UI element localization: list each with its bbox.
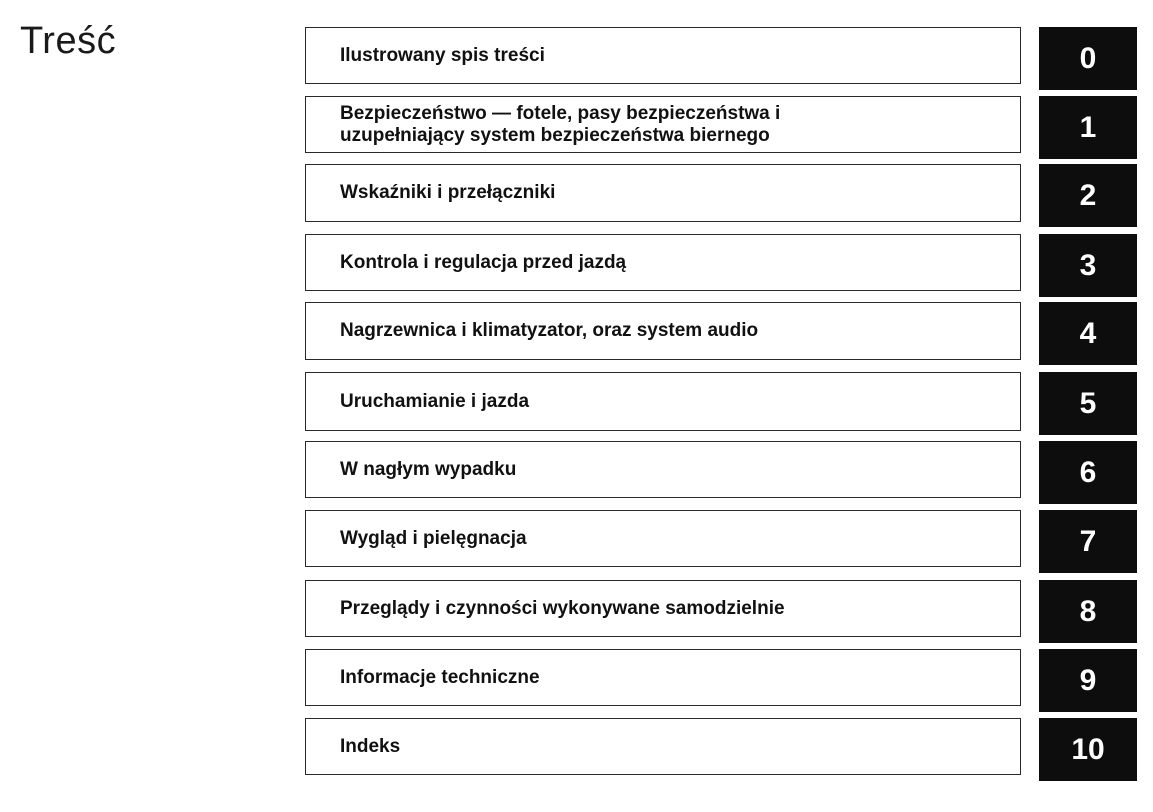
- toc-entry-label: Wygląd i pielęgnacja: [340, 527, 527, 549]
- toc-entry-pre-driving-checks[interactable]: [305, 234, 1021, 291]
- chapter-tab-0[interactable]: [1039, 27, 1137, 90]
- toc-entry-label: Kontrola i regulacja przed jazdą: [340, 251, 627, 273]
- chapter-tab-1[interactable]: [1039, 96, 1137, 159]
- chapter-number: 0: [1079, 41, 1097, 75]
- toc-entry-label: Nagrzewnica i klimatyzator, oraz system audio: [340, 320, 759, 341]
- chapter-number: 3: [1079, 248, 1097, 282]
- chapter-number: 7: [1079, 524, 1097, 558]
- toc-entry-illustrated-index[interactable]: [305, 27, 1021, 84]
- chapter-number: 10: [1071, 732, 1105, 766]
- chapter-tab-2[interactable]: [1039, 164, 1137, 227]
- toc-entry-label: Ilustrowany spis treści: [340, 44, 545, 66]
- chapter-tab-4[interactable]: [1039, 302, 1137, 365]
- chapter-tab-5[interactable]: [1039, 372, 1137, 435]
- chapter-number: 5: [1079, 386, 1097, 420]
- toc-entry-index[interactable]: [305, 718, 1021, 775]
- chapter-tab-6[interactable]: [1039, 441, 1137, 504]
- chapter-tab-9[interactable]: [1039, 649, 1137, 712]
- page-title: Treść: [20, 20, 117, 62]
- toc-entry-heater-audio[interactable]: [305, 302, 1021, 360]
- chapter-tab-7[interactable]: [1039, 510, 1137, 573]
- toc-entry-label: Uruchamianie i jazda: [340, 390, 530, 412]
- chapter-number: 8: [1079, 594, 1097, 628]
- chapter-number: 2: [1079, 178, 1097, 212]
- toc-entry-label: Informacje techniczne: [340, 666, 540, 688]
- chapter-number: 9: [1079, 663, 1097, 697]
- toc-entry-label: Wskaźniki i przełączniki: [340, 182, 556, 203]
- chapter-number: 6: [1079, 455, 1097, 489]
- chapter-number: 1: [1079, 110, 1097, 144]
- toc-entry-starting-driving[interactable]: [305, 372, 1021, 431]
- toc-entry-label: W nagłym wypadku: [340, 458, 517, 480]
- toc-entry-maintenance-diy[interactable]: [305, 580, 1021, 637]
- chapter-tab-10[interactable]: [1039, 718, 1137, 781]
- toc-entry-label: Przeglądy i czynności wykonywane samodzielnie: [340, 597, 785, 619]
- toc-entry-safety[interactable]: [305, 96, 1021, 153]
- chapter-tab-8[interactable]: [1039, 580, 1137, 643]
- toc-entry-instruments-controls[interactable]: [305, 164, 1021, 222]
- toc-entry-label: Bezpieczeństwo — fotele, pasy bezpieczeństwa i uzupełniający system bezpieczeństwa biernego: [340, 102, 781, 146]
- toc-entry-label: Indeks: [340, 735, 401, 757]
- chapter-number: 4: [1079, 316, 1097, 350]
- chapter-tab-3[interactable]: [1039, 234, 1137, 297]
- toc-entry-appearance-care[interactable]: [305, 510, 1021, 567]
- toc-entry-technical-info[interactable]: [305, 649, 1021, 706]
- toc-entry-emergency[interactable]: [305, 441, 1021, 498]
